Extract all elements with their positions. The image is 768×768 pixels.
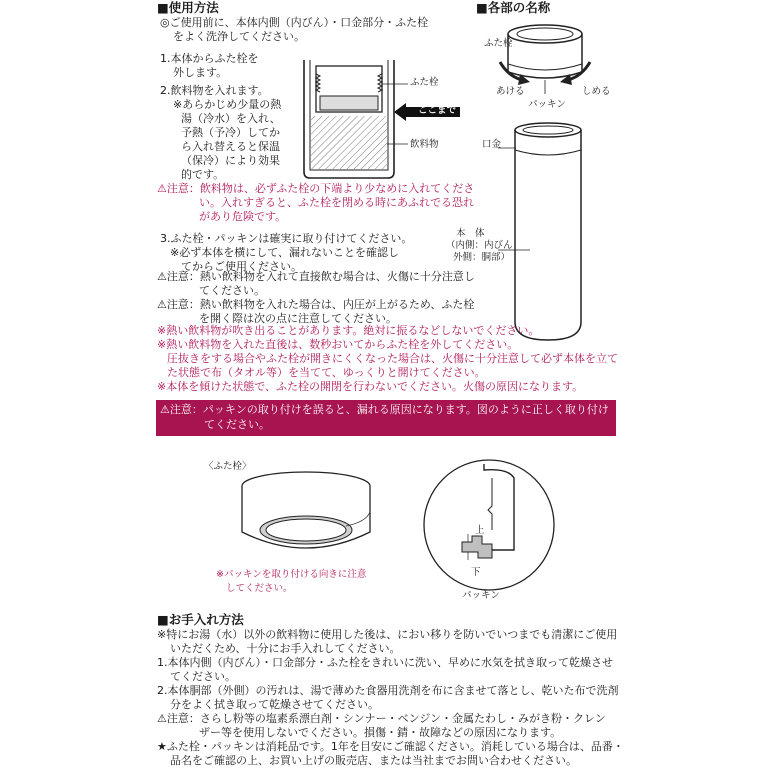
step3-line2: ※必ず本体を横にして、漏れないことを確認し [170,246,399,259]
caution-bar [156,400,616,436]
step1-line2: 外します。 [173,66,228,79]
step2-line4: 予熱（予冷）してか [181,126,280,139]
packing-down-label: 下 [471,567,481,578]
pink-note-2: ※熱い飲料物を入れた直後は、数秒おいてからふた栓を外してください。 [157,338,519,351]
warn3-line2: を開く際は次の点に注意してください。 [199,312,397,325]
usage-heading: ■使用方法 [157,0,219,15]
packing-note-1: ※パッキンを取り付ける向きに注意 [216,569,367,580]
fill-drink-label: 飲料物 [410,139,439,150]
parts-lid-label: ふた栓 [484,38,513,49]
care-line-9: ★ふた栓・パッキンは消耗品です。1年を目安にご確認ください。消耗している場合は、品番・ [157,740,624,753]
parts-heading: ■各部の名称 [476,0,551,15]
packing-zoom-circle [422,458,556,592]
step3-line3: てからご使用ください。 [181,260,302,273]
here-label: ここまで [418,105,457,116]
care-line-2: いただくため、十分にお手入れしてください。 [170,642,401,655]
care-line-6: 分をよく拭き取って乾燥させてください。 [170,698,379,711]
warn1-line2: い。入れすぎると、ふた栓を閉める時にあふれでる恐れ [199,196,474,209]
step2-line2: ※あらかじめ少量の熱 [173,98,282,111]
pink-note-3: 圧抜きをする場合やふた栓が開きにくくなった場合は、火傷に十分注意して必ず本体を立て [167,352,618,365]
care-heading: ■お手入れ方法 [157,612,244,627]
body-label-1: 本 体 [456,228,485,239]
step2-line6: （保冷）により効果 [181,154,280,167]
close-label: しめる [582,86,611,97]
warn3-line1: ⚠注意：熱い飲料物を入れた場合は、内圧が上がるため、ふた栓 [157,298,475,311]
step2-line1: 2.飲料物を入れます。 [160,84,269,97]
mouth-label: 口金 [482,139,502,150]
step2-line3: 湯（冷水）を入れ、 [181,112,281,125]
usage-intro-2: をよく洗浄してください。 [173,30,305,43]
care-line-4: てください。 [170,670,236,683]
pink-note-5: ※本体を傾けた状態で、ふた栓の開閉を行わないでください。火傷の原因になります。 [157,380,584,393]
packing-up-label: 上 [475,525,485,536]
fill-lid-label: ふた栓 [410,77,439,88]
open-label: あける [496,86,525,97]
care-line-5: 2.本体胴部（外側）の汚れは、湯で薄めた食器用洗剤を布に含ませて落とし、乾いた布で洗剤 [157,684,619,697]
care-line-8: ザー等を使用しないでください。損傷・錆・故障などの原因になります。 [199,726,562,739]
warn2-line2: てください。 [199,284,265,297]
packing-zoom-label: パッキン [462,590,500,601]
body-label-3: 外側：胴部） [453,252,511,263]
warn1-line3: があり危険です。 [199,210,287,223]
pink-note-4: た状態で布（タオル等）を当てて、ゆっくりと開けてください。 [167,366,486,379]
parts-packing-label: パッキン [528,99,566,110]
body-label-2: （内側：内びん [446,240,513,251]
cap-diagram [238,468,378,558]
care-line-10: 品名をご確認の上、お買い上げの販売店、または当社までお問い合わせください。 [170,754,577,767]
cap-label: 〈ふた栓〉 [204,461,252,472]
step2-line7: 的です。 [181,168,225,181]
bottle-parts-diagram [490,22,620,347]
caution-bar-line1: ⚠注意：パッキンの取り付けを誤ると、漏れる原因になります。図のように正しく取り付け [160,403,609,416]
caution-bar-line2: てください。 [204,418,270,431]
care-line-1: ※特にお湯（水）以外の飲料物に使用した後は、におい移りを防いでいつまでも清潔にご使用 [157,628,618,641]
usage-intro-1: ◎ご使用前に、本体内側（内びん）・口金部分・ふた栓 [160,16,429,29]
step1-line1: 1.本体からふた栓を [160,52,259,65]
step3-line1: 3.ふた栓・パッキンは確実に取り付けてください。 [160,232,413,245]
step2-line5: ら入れ替えると保温 [181,140,280,153]
warn1-line1: ⚠注意：飲料物は、必ずふた栓の下端より少なめに入れてくださ [157,182,475,195]
pink-note-1: ※熱い飲料物が吹き出ることがあります。絶対に振るなどしないでください。 [157,324,540,337]
warn2-line1: ⚠注意：熱い飲料物を入れて直接飲む場合は、火傷に十分注意し [157,270,475,283]
care-line-3: 1.本体内側（内びん）・口金部分・ふた栓をきれいに洗い、早めに水気を拭き取って乾燥させ [157,656,613,669]
packing-note-2: してください。 [226,583,293,594]
care-line-7: ⚠注意：さらし粉等の塩素系漂白剤・シンナー・ベンジン・金属たわし・みがき粉・クレン [157,712,606,725]
